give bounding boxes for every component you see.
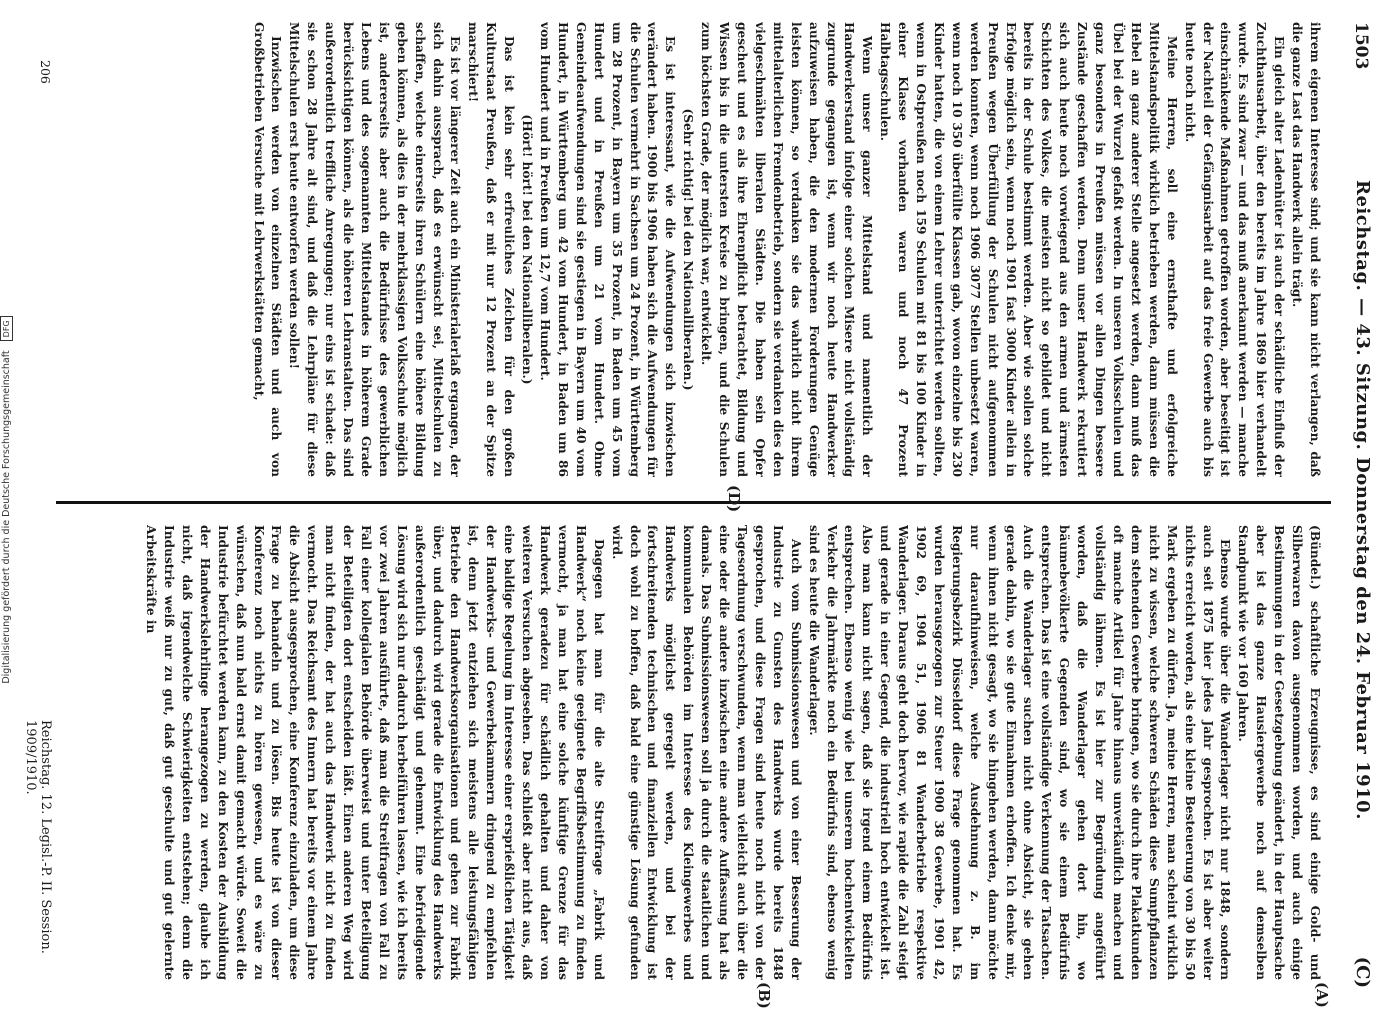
dfg-note bbox=[0, 0, 14, 1000]
margin-marker-b: (B) bbox=[755, 982, 773, 1009]
footer-left: Reichstag. 12. Legisl.-P. II. Session. 1909/1910. bbox=[23, 720, 53, 954]
footer-right: 206 bbox=[38, 60, 53, 84]
margin-marker-c: (C) bbox=[1352, 956, 1373, 988]
paragraph: Meine Herren, soll eine ernsthafte und erfolgreiche Mittelstandspolitik wirklich betrieben werden, dann müssen die Hebel an ganz anderer Stelle angesetzt werden, dann muß das Übel bei der Wurzel gefaßt werden. In unseren Volksschulen und ganz besonders in Preußen müssen vor allen Dingen bessere Zustände geschaffen werden. Denn unser Handwerk rekrutiert sich auch heute noch vorwiegend aus den armen und ärmsten Schichten des Volkes, die meisten nicht so gebildet und nicht bereits in der Schule bestimmt werden. Aber wie sollen solche Erfolge möglich sein, wenn noch 1901 fast 3000 Kinder allein in Preußen wegen Überfüllung der Schulen nicht aufgenommen werden konnten, wenn noch 1906 3077 Stellen unbesetzt waren, wenn noch 10 350 überfüllte Klassen gab, wovon einzelne bis 230 Kinder hatten, die von einem Lehrer unterrichtet werden sollten, wenn in Ostpreußen noch 159 Schulen mit 81 bis 100 Kinder in einer Klasse vorhanden waren und noch 47 Prozent Halbtagsschulen. bbox=[878, 22, 1179, 477]
paragraph: Auch vom Submissionswesen und von einer Besserung der Industrie zu Gunsten des Handwerks wurde bereits 1848 gesprochen, und diese Fragen sind heute noch nicht von der Tagesordnung verschwunden, wenn man vielleicht auch über die eine oder die andere inzwischen eine andere Auffassung hat als damals. Das Submissionswesen soll ja durch die staatlichen und kommunalen Behörden im Interesse des Kleingewerbes und Handwerks möglichst geregelt werden, und bei der fortschreitenden technischen und finanziellen Entwicklung ist doch wohl zu hoffen, daß bald eine günstige Lösung gefunden wird. bbox=[609, 525, 803, 980]
paragraph: Dagegen hat man für die alte Streitfrage „Fabrik und Handwerk“ noch keine geeignete Begriffsbestimmung zu finden vermocht, ja man hat eine solche künftige Grenze für das Handwerk geradezu für schädlich gehalten und daher von weiteren Versuchen abgesehen. Das schließt aber nicht aus, daß eine baldige Regelung im Interesse einer ersprießlichen Tätigkeit der Handwerks- und Gewerbekammern dringend zu empfehlen ist, denn jetzt entziehen sich meistens alle leistungsfähigen Betriebe den Handwerksorganisationen und gehen zur Fabrik über, und dadurch wird gerade die Entwicklung des Handwerks außerordentlich geschädigt und gehemmt. Eine befriedigende Lösung wird sich nur dadurch herbeiführen lassen, wie ich bereits vor zwei Jahren ausführte, daß man die Streitfragen von Fall zu Fall einer kollegialen Behörde überweist und unter Beteiligung der Beteiligten dort entscheiden läßt. Einen anderen Weg wird man nicht finden, der hat auch das Handwerk nicht zu finden vermocht. Das Reichsamt des Innern hat bereits vor einem Jahre die Absicht ausgesprochen, eine Konferenz einzuladen, um diese Frage zu behandeln und zu lösen. Bis heute ist von dieser Konferenz noch nichts zu hören gewesen, und es wäre zu wünschen, daß nun bald ernst damit gemacht würde. Soweit die Industrie befürchtet werden kann, zu den Kosten der Ausbildung der Handwerkslehrlinge herangezogen zu werden, glaube ich nicht, daß irgendwelche Schwierigkeiten entstehen; denn die Industrie weiß nur zu gut, daß gut geschulte und gut gelernte Arbeitskräfte in bbox=[144, 525, 606, 980]
page-header bbox=[1337, 0, 1383, 1000]
paragraph: Ein gleich alter Ladenhüter ist auch der schädliche Einfluß der Zuchthausarbeit, über den bereits im Jahre 1869 hier verhandelt wurde. Es sind zwar — und das muß anerkannt werden — manche einschränkende Maßnahmen getroffen worden, aber beseitigt ist der Nachteil der Gefängnisarbeit auf das freie Gewerbe auch bis heute noch nicht. bbox=[1182, 22, 1287, 477]
dfg-logo: DFG bbox=[0, 316, 13, 341]
text-column-left bbox=[61, 22, 1323, 477]
paragraph: Ebenso wurde über die Wanderlager nicht nur 1848, sondern auch seit 1875 hier jedes Jahr gesprochen. Es ist aber weiter nichts erreicht worden, als eine kleine Besteuerung von 30 bis 50 Mark ergeben zu dürfen. Ja, meine Herren, man scheint wirklich nicht zu wissen, welche schweren Schäden diese Sumpfpflanzen dem stehenden Gewerbe bringen, wo sie durch ihre Plakatkunden oft manche Artikel für Jahre hinaus unverkäuflich machen und vollständig lähmen. Es ist hier zur Begründung angeführt worden, daß die Wanderlager gehen dort hin, wo bäumebevölkerte Gegenden sind, wo sie einem Bedürfnis entsprechen. Das ist eine vollständige Verkennung der Tatsachen. Auch die Wanderlager suchen nicht ohne Absicht, sie gehen gerade dahin, wo sie gute Einnahmen erhoffen. Ich denke mir, wenn ihnen nicht gesagt, wo sie hingehen werden, dann möchte nur daraufhinweisen, welche Ausdehnung z. B. im Regierungsbezirk Düsseldorf diese Frage genommen hat. Es wurden herausgezogen zur Steuer 1900 38 Gewerbe, 1901 42, 1902 69, 1904 51, 1906 81 Wanderbetriebe respektive Wanderlager. Daraus geht doch hervor, wie rapide die Zahl steigt und gerade in einer Gegend, die industriell hoch entwickelt ist. Also man kann nicht sagen, daß sie irgend einem Bedürfnis entsprechen. Ebenso wenig wie bei unserem hochentwickelten Verkehr die Jahrmärkte noch ein Bedürfnis sind, ebenso wenig sind es heute die Wanderlager. bbox=[806, 525, 1233, 980]
paragraph: ihrem eigenen Interesse sind; und sie kann nicht verlangen, daß die ganze Last das Handwerk allein trägt. bbox=[1290, 22, 1322, 477]
running-title: Reichstag. — 43. Sitzung. Donnerstag den 24. Februar 1910. bbox=[1352, 180, 1373, 820]
paragraph: Wenn unser ganzer Mittelstand und namentlich der Handwerkerstand infolge einer solchen Misere nicht vollständig zugrunde gegangen ist, wenn wir noch heute Handwerker aufzuweisen haben, die den modernen Forderungen Genüge leisten können, so verdanken sie das wahrlich nicht ihrem mittelalterlichen Fremdenbetrieb, sondern sie verdanken dies den vielgeschmähten liberalen Städten. Die haben sein Opfer gescheut und es als ihre Ehrenpflicht betrachtet, Bildung und Wissen bis in die untersten Kreise zu bringen, und die Schulen zum höchsten Grade, der möglich war, entwickelt. bbox=[699, 22, 875, 477]
paragraph: Inzwischen werden von einzelnen Städten und auch von Großbetrieben Versuche mit Lehrwerkstätten gemacht, bbox=[251, 22, 284, 477]
margin-marker-d: (D) bbox=[725, 485, 743, 513]
interjection: (Hört! hört! bei den Nationalliberalen.) bbox=[520, 114, 535, 385]
paragraph: (Bündel.) schaftliche Erzeugnisse, es sind einige Gold- und Silberwaren davon ausgenommen worden, und auch einige Bestimmungen in der Gesetzgebung geändert, in der Hauptsache aber ist das ganze Hausiergewerbe noch auf demselben Standpunkt wie vor 160 Jahren. bbox=[1236, 525, 1322, 980]
paragraph: Es ist interessant, wie die Aufwendungen sich inzwischen verändert haben. 1900 bis 1906 haben sich die Aufwendungen für die Schulen vermehrt in Sachsen um 24 Prozent, in Württemberg um 28 Prozent, in Bayern um 35 Prozent, in Baden um 45 vom Hundert und in Preußen um 21 vom Hundert. Ohne Gemeindeaufwendungen sind sie gestiegen in Bayern um 40 vom Hundert, in Württemberg um 42 vom Hundert, in Baden um 86 vom Hundert und in Preußen um 12,7 vom Hundert. bbox=[538, 22, 678, 477]
paragraph: Das ist kein sehr erfreuliches Zeichen für den großen Kulturstaat Preußen, daß er mit nur 12 Prozent an der Spitze marschiert! bbox=[466, 22, 517, 477]
dfg-note-text: Digitalisierung gefördert durch die Deutsche Forschungsgemeinschaft bbox=[1, 350, 12, 684]
page-number: 1503 bbox=[1351, 22, 1371, 70]
text-column-right bbox=[61, 525, 1323, 980]
margin-marker-a: (A) bbox=[1313, 982, 1331, 1008]
paragraph: Es ist vor längerer Zeit auch ein Ministerialerlaß ergangen, der sich dahin aussprach, daß es erwünscht sei, Mittelschulen zu schaffen, welche einerseits ihren Schülern eine höhere Bildung geben können, als dies in der mehrklassigen Volksschule möglich ist, andererseits aber auch die Bedürfnisse des gewerblichen Lebens und des sogenannten Mittelstandes in höherem Grade berücksichtigen können, als die höheren Lehranstalten. Das sind außerordentlich treffliche Anregungen; nur eins ist schade: daß sie schon 28 Jahre alt sind, und daß die Lehrpläne für diese Mittelschulen erst heute entworfen werden sollen! bbox=[287, 22, 463, 477]
column-divider bbox=[56, 501, 1331, 504]
interjection: (Sehr richtig! bei den Nationalliberalen.) bbox=[681, 108, 696, 391]
